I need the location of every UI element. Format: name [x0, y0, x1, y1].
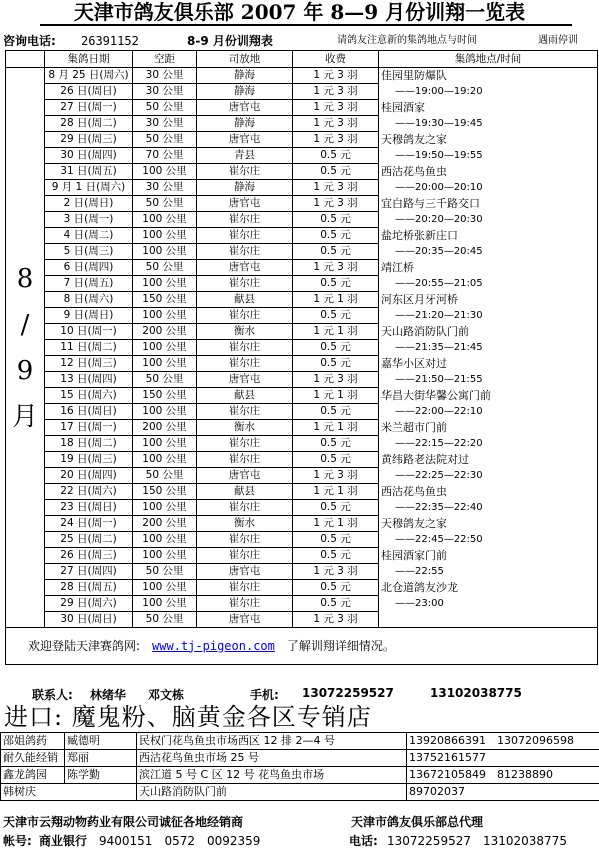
- notice-text: 请鸽友注意新的集鸽地点与时间: [337, 35, 477, 46]
- cell-dist: 100 公里: [133, 276, 197, 292]
- dealer-address: 天山路消防队门前: [137, 784, 407, 801]
- cell-date: 11 日(周二): [45, 340, 133, 356]
- dealer-address: 西沽花鸟鱼虫市场 25 号: [137, 750, 407, 767]
- dealer-phone: 13672105849 81238890: [407, 767, 599, 784]
- cell-fee: 1 元 1 羽: [293, 292, 379, 308]
- cell-site: 唐官屯: [197, 612, 293, 628]
- location-name: 北仓道鸽友沙龙: [381, 581, 458, 594]
- header-date: 集鸽日期: [45, 51, 133, 68]
- contact-phone-1: 13072259527: [302, 686, 394, 700]
- location-name: 靖江桥: [381, 261, 414, 274]
- cell-date: 13 日(周四): [45, 372, 133, 388]
- location-time: ——23:00: [395, 598, 444, 609]
- cell-dist: 50 公里: [133, 260, 197, 276]
- cell-dist: 150 公里: [133, 292, 197, 308]
- cell-site: 崔尔庄: [197, 532, 293, 548]
- cell-site: 静海: [197, 84, 293, 100]
- dealer-row: [1, 784, 599, 801]
- cell-date: 19 日(周三): [45, 452, 133, 468]
- cell-date: 30 日(周日): [45, 612, 133, 628]
- location-time: ——22:15—22:20: [395, 438, 483, 449]
- cell-fee: 1 元 1 羽: [293, 388, 379, 404]
- cell-date: 10 日(周一): [45, 324, 133, 340]
- cell-date: 17 日(周一): [45, 420, 133, 436]
- page-title: 天津市鸽友俱乐部 2007 年 8—9 月份训翔一览表: [73, 0, 526, 24]
- cell-fee: 0.5 元: [293, 244, 379, 260]
- cell-dist: 50 公里: [133, 100, 197, 116]
- footer-company: 天津市云翔动物药业有限公司诚征各地经销商: [3, 815, 244, 829]
- cell-site: 青县: [197, 148, 293, 164]
- cell-fee: 1 元 3 羽: [293, 84, 379, 100]
- month-label-part: 8: [16, 263, 34, 294]
- cell-fee: 0.5 元: [293, 596, 379, 612]
- cell-site: 崔尔庄: [197, 452, 293, 468]
- cell-date: 29 日(周六): [45, 596, 133, 612]
- cell-site: 崔尔庄: [197, 228, 293, 244]
- cell-date: 27 日(周四): [45, 564, 133, 580]
- cell-dist: 50 公里: [133, 372, 197, 388]
- cell-fee: 1 元 3 羽: [293, 372, 379, 388]
- dealer-name: 邵姐鸽药: [1, 733, 65, 750]
- cell-date: 30 日(周四): [45, 148, 133, 164]
- cell-dist: 30 公里: [133, 180, 197, 196]
- cell-fee: 0.5 元: [293, 212, 379, 228]
- cell-dist: 100 公里: [133, 532, 197, 548]
- cell-date: 6 日(周四): [45, 260, 133, 276]
- cell-dist: 150 公里: [133, 484, 197, 500]
- cell-date: 15 日(周六): [45, 388, 133, 404]
- cell-site: 崔尔庄: [197, 548, 293, 564]
- schedule-row: [6, 68, 598, 84]
- header-blank: [6, 51, 45, 68]
- contact-phone-label: 手机:: [250, 688, 279, 702]
- cell-date: 24 日(周一): [45, 516, 133, 532]
- title-underline: [40, 24, 572, 26]
- location-name: 西沽花鸟鱼虫: [381, 485, 447, 498]
- dealer-phone: 13752161577: [407, 750, 599, 767]
- cell-site: 献县: [197, 292, 293, 308]
- cell-fee: 0.5 元: [293, 164, 379, 180]
- dealer-row: [1, 750, 599, 767]
- dealer-name: 鑫龙鸽园: [1, 767, 65, 784]
- location-time: ——20:35—20:45: [395, 246, 483, 257]
- cell-fee: 1 元 3 羽: [293, 116, 379, 132]
- cell-site: 唐官屯: [197, 260, 293, 276]
- location-name: 盐坨桥张新庄口: [381, 229, 458, 242]
- cell-fee: 1 元 3 羽: [293, 68, 379, 84]
- website-link[interactable]: www.tj-pigeon.com: [152, 638, 275, 653]
- header-distance: 空距: [133, 51, 197, 68]
- location-time: ——19:30—19:45: [395, 118, 483, 129]
- cell-site: 崔尔庄: [197, 276, 293, 292]
- dealer-phone: 89702037: [407, 784, 599, 801]
- cell-site: 唐官屯: [197, 100, 293, 116]
- cell-dist: 100 公里: [133, 164, 197, 180]
- location-name: 华昌大街华馨公寓门前: [381, 389, 491, 402]
- cell-date: 25 日(周二): [45, 532, 133, 548]
- bank-name: 商业银行: [39, 834, 88, 848]
- dealer-row: [1, 767, 599, 784]
- cell-site: 献县: [197, 484, 293, 500]
- cell-dist: 100 公里: [133, 436, 197, 452]
- cell-site: 静海: [197, 116, 293, 132]
- dealer-address: 滨江道 5 号 C 区 12 号 花鸟鱼虫市场: [137, 767, 407, 784]
- cell-date: 2 日(周日): [45, 196, 133, 212]
- cell-fee: 0.5 元: [293, 148, 379, 164]
- cell-fee: 0.5 元: [293, 500, 379, 516]
- cell-date: 23 日(周日): [45, 500, 133, 516]
- cell-dist: 150 公里: [133, 388, 197, 404]
- cell-site: 衡水: [197, 516, 293, 532]
- location-time: ——21:35—21:45: [395, 342, 483, 353]
- cell-dist: 100 公里: [133, 212, 197, 228]
- tel-numbers: 13072259527 13102038775: [387, 834, 567, 848]
- location-name: 宜白路与三千路交口: [381, 197, 480, 210]
- footer-agent: 天津市鸽友俱乐部总代理: [351, 815, 484, 829]
- cell-date: 8 日(周六): [45, 292, 133, 308]
- cell-fee: 1 元 3 羽: [293, 132, 379, 148]
- location-time: ——19:00—19:20: [395, 86, 483, 97]
- location-list: [379, 68, 598, 628]
- dealer-person: 臧德明: [65, 733, 137, 750]
- cell-site: 献县: [197, 388, 293, 404]
- month-column: [6, 68, 45, 628]
- location-time: ——22:55: [395, 566, 444, 577]
- cell-date: 12 日(周三): [45, 356, 133, 372]
- location-time: ——21:20—21:30: [395, 310, 483, 321]
- cell-date: 27 日(周一): [45, 100, 133, 116]
- cell-site: 崔尔庄: [197, 244, 293, 260]
- cell-fee: 1 元 3 羽: [293, 100, 379, 116]
- location-name: 嘉华小区对过: [381, 357, 447, 370]
- cell-date: 20 日(周四): [45, 468, 133, 484]
- month-label-part: /: [20, 309, 30, 340]
- cell-site: 崔尔庄: [197, 596, 293, 612]
- cell-site: 崔尔庄: [197, 212, 293, 228]
- cell-dist: 50 公里: [133, 564, 197, 580]
- cell-dist: 100 公里: [133, 500, 197, 516]
- dealer-person: 陈学勤: [65, 767, 137, 784]
- cell-dist: 100 公里: [133, 356, 197, 372]
- cell-fee: 0.5 元: [293, 404, 379, 420]
- consult-bar: [3, 33, 599, 49]
- dealer-table: [0, 732, 599, 801]
- dealer-row: [1, 733, 599, 750]
- cell-dist: 200 公里: [133, 420, 197, 436]
- schedule-label: 8-9 月份训翔表: [187, 34, 273, 48]
- cell-date: 28 日(周五): [45, 580, 133, 596]
- cell-site: 静海: [197, 68, 293, 84]
- cell-site: 崔尔庄: [197, 580, 293, 596]
- location-name: 天山路消防队门前: [381, 325, 469, 338]
- month-label-part: 9: [16, 355, 34, 386]
- cell-date: 26 日(周日): [45, 84, 133, 100]
- welcome-cell: [6, 628, 598, 665]
- cell-date: 31 日(周五): [45, 164, 133, 180]
- cell-dist: 50 公里: [133, 196, 197, 212]
- cell-date: 5 日(周三): [45, 244, 133, 260]
- dealer-name: 韩树庆: [1, 784, 137, 801]
- location-time: ——22:45—22:50: [395, 534, 483, 545]
- cell-fee: 0.5 元: [293, 436, 379, 452]
- cell-dist: 200 公里: [133, 324, 197, 340]
- rain-notice: 遇雨停训: [538, 35, 578, 46]
- cell-site: 唐官屯: [197, 468, 293, 484]
- cell-date: 9 月 1 日(周六): [45, 180, 133, 196]
- header-locations: 集鸽地点/时间: [379, 51, 598, 68]
- cell-fee: 1 元 3 羽: [293, 180, 379, 196]
- cell-dist: 50 公里: [133, 468, 197, 484]
- import-banner: 进口: 魔鬼粉、脑黄金各区专销店: [4, 703, 372, 731]
- cell-date: 9 日(周日): [45, 308, 133, 324]
- welcome-row: [6, 628, 598, 665]
- cell-date: 16 日(周日): [45, 404, 133, 420]
- cell-dist: 100 公里: [133, 580, 197, 596]
- cell-date: 29 日(周三): [45, 132, 133, 148]
- location-time: ——22:00—22:10: [395, 406, 483, 417]
- cell-site: 衡水: [197, 324, 293, 340]
- dealer-phone: 13920866391 13072096598: [407, 733, 599, 750]
- contact-person-1: 林绪华: [90, 688, 127, 702]
- location-name: 佳园里防爆队: [381, 69, 447, 82]
- cell-site: 唐官屯: [197, 372, 293, 388]
- cell-dist: 50 公里: [133, 612, 197, 628]
- cell-site: 崔尔庄: [197, 340, 293, 356]
- cell-fee: 1 元 1 羽: [293, 324, 379, 340]
- cell-dist: 100 公里: [133, 244, 197, 260]
- cell-date: 18 日(周二): [45, 436, 133, 452]
- location-time: ——22:25—22:30: [395, 470, 483, 481]
- cell-dist: 100 公里: [133, 452, 197, 468]
- location-time: ——22:35—22:40: [395, 502, 483, 513]
- cell-fee: 0.5 元: [293, 452, 379, 468]
- cell-date: 3 日(周一): [45, 212, 133, 228]
- cell-fee: 1 元 3 羽: [293, 468, 379, 484]
- location-name: 河东区月牙河桥: [381, 293, 458, 306]
- cell-site: 静海: [197, 180, 293, 196]
- header-release-site: 司放地: [197, 51, 293, 68]
- welcome-text: 欢迎登陆天津赛鸽网:: [28, 638, 141, 653]
- account-label: 帐号:: [3, 834, 32, 848]
- cell-site: 崔尔庄: [197, 164, 293, 180]
- cell-site: 唐官屯: [197, 196, 293, 212]
- schedule-table: [5, 50, 598, 665]
- cell-dist: 30 公里: [133, 68, 197, 84]
- cell-dist: 100 公里: [133, 340, 197, 356]
- location-name: 西沽花鸟鱼虫: [381, 165, 447, 178]
- consult-phone: 26391152: [81, 34, 139, 48]
- cell-dist: 100 公里: [133, 596, 197, 612]
- cell-fee: 1 元 3 羽: [293, 260, 379, 276]
- tel-label: 电话:: [349, 834, 378, 848]
- cell-fee: 1 元 1 羽: [293, 516, 379, 532]
- location-time: ——20:20—20:30: [395, 214, 483, 225]
- cell-site: 崔尔庄: [197, 356, 293, 372]
- contact-phone-2: 13102038775: [430, 686, 522, 700]
- location-name: 桂园酒家门前: [381, 549, 447, 562]
- cell-dist: 50 公里: [133, 132, 197, 148]
- location-name: 米兰超市门前: [381, 421, 447, 434]
- cell-dist: 100 公里: [133, 548, 197, 564]
- cell-fee: 0.5 元: [293, 276, 379, 292]
- cell-fee: 0.5 元: [293, 548, 379, 564]
- header-fee: 收费: [293, 51, 379, 68]
- cell-fee: 1 元 3 羽: [293, 196, 379, 212]
- location-name: 天穆鸽友之家: [381, 517, 447, 530]
- location-name: 黄纬路老法院对过: [381, 453, 469, 466]
- cell-dist: 70 公里: [133, 148, 197, 164]
- cell-dist: 100 公里: [133, 228, 197, 244]
- cell-dist: 30 公里: [133, 84, 197, 100]
- cell-dist: 200 公里: [133, 516, 197, 532]
- contact-label: 联系人:: [32, 688, 73, 702]
- cell-date: 8 月 25 日(周六): [45, 68, 133, 84]
- cell-date: 7 日(周五): [45, 276, 133, 292]
- month-label-part: 月: [11, 401, 38, 432]
- location-name: 桂园酒家: [381, 101, 425, 114]
- cell-fee: 1 元 3 羽: [293, 564, 379, 580]
- dealer-person: 郑丽: [65, 750, 137, 767]
- cell-fee: 0.5 元: [293, 532, 379, 548]
- location-time: ——19:50—19:55: [395, 150, 483, 161]
- cell-site: 衡水: [197, 420, 293, 436]
- dealer-name: 耐久能经销: [1, 750, 65, 767]
- cell-fee: 1 元 1 羽: [293, 484, 379, 500]
- cell-fee: 0.5 元: [293, 340, 379, 356]
- location-name: 天穆鸽友之家: [381, 133, 447, 146]
- account-number: 9400151 0572 0092359: [99, 834, 261, 848]
- cell-fee: 0.5 元: [293, 356, 379, 372]
- cell-fee: 0.5 元: [293, 580, 379, 596]
- cell-site: 崔尔庄: [197, 436, 293, 452]
- location-time: ——21:50—21:55: [395, 374, 483, 385]
- cell-site: 唐官屯: [197, 564, 293, 580]
- cell-site: 崔尔庄: [197, 500, 293, 516]
- cell-fee: 1 元 3 羽: [293, 612, 379, 628]
- cell-fee: 0.5 元: [293, 308, 379, 324]
- cell-dist: 100 公里: [133, 404, 197, 420]
- cell-dist: 100 公里: [133, 308, 197, 324]
- dealer-address: 民权门花鸟鱼虫市场西区 12 排 2—4 号: [137, 733, 407, 750]
- welcome-suffix: 了解训翔详细情况。: [286, 638, 395, 653]
- cell-fee: 1 元 1 羽: [293, 420, 379, 436]
- cell-date: 26 日(周三): [45, 548, 133, 564]
- cell-date: 22 日(周六): [45, 484, 133, 500]
- cell-fee: 0.5 元: [293, 228, 379, 244]
- consult-label: 咨询电话:: [3, 34, 56, 48]
- location-time: ——20:55—21:05: [395, 278, 483, 289]
- cell-site: 崔尔庄: [197, 404, 293, 420]
- contact-person-2: 邓文栋: [148, 688, 185, 702]
- cell-date: 4 日(周二): [45, 228, 133, 244]
- cell-dist: 30 公里: [133, 116, 197, 132]
- location-time: ——20:00—20:10: [395, 182, 483, 193]
- cell-site: 崔尔庄: [197, 308, 293, 324]
- cell-date: 28 日(周二): [45, 116, 133, 132]
- cell-site: 唐官屯: [197, 132, 293, 148]
